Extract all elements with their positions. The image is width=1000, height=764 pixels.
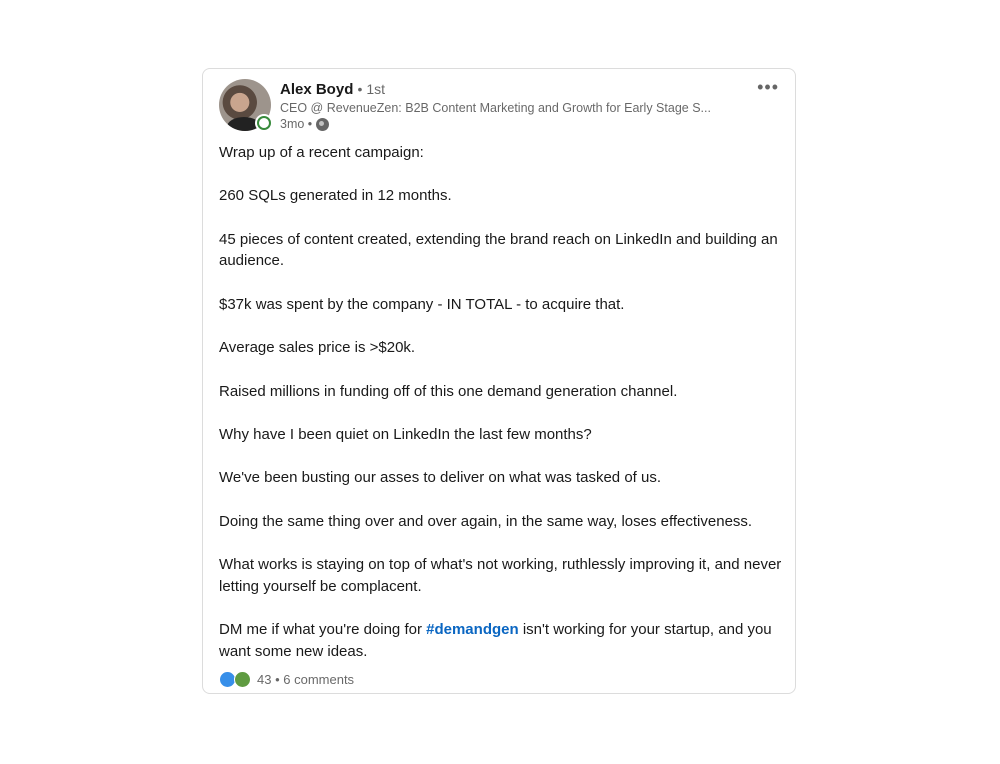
paragraph: Wrap up of a recent campaign: bbox=[219, 144, 424, 161]
connection-degree: • 1st bbox=[357, 81, 385, 97]
text: isn't working for your startup, and you want some new ideas. bbox=[219, 621, 772, 661]
insightful-reaction-icon bbox=[234, 671, 251, 688]
paragraph: $37k was spent by the company - IN TOTAL - to acquire that. bbox=[219, 295, 625, 313]
author-name-text[interactable]: Alex Boyd bbox=[280, 81, 354, 98]
post-body bbox=[219, 142, 789, 684]
social-counts bbox=[219, 671, 354, 688]
paragraph: We've been busting our asses to deliver on what was tasked of us. bbox=[219, 469, 662, 487]
paragraph: 45 pieces of content created, extending the brand reach on LinkedIn and building an audience. bbox=[219, 230, 778, 270]
separator: • bbox=[271, 672, 284, 687]
paragraph-last bbox=[219, 619, 789, 662]
online-status-icon bbox=[257, 116, 271, 130]
more-options-button[interactable]: ••• bbox=[757, 77, 779, 97]
hashtag-link[interactable]: #demandgen bbox=[426, 621, 519, 639]
paragraph: Why have I been quiet on LinkedIn the last few months? bbox=[219, 426, 592, 444]
globe-icon bbox=[316, 118, 329, 131]
post-card bbox=[202, 68, 796, 694]
post-time bbox=[280, 117, 329, 131]
paragraph: Average sales price is >$20k. bbox=[219, 339, 416, 357]
paragraph: Raised millions in funding off of this one demand generation channel. bbox=[219, 382, 678, 400]
comments-count[interactable]: 6 comments bbox=[283, 672, 355, 687]
paragraph: Doing the same thing over and over again, in the same way, loses effectiveness. bbox=[219, 512, 753, 530]
time-text: 3mo • bbox=[280, 117, 313, 131]
author-headline: CEO @ RevenueZen: B2B Content Marketing and Growth for Early Stage S... bbox=[280, 101, 711, 115]
paragraph: What works is staying on top of what's not working, ruthlessly improving it, and never letting yourself be complacent. bbox=[219, 556, 782, 595]
reaction-count[interactable]: 43 bbox=[257, 672, 272, 687]
text: DM me if what you're doing for bbox=[219, 621, 427, 639]
author-name[interactable] bbox=[280, 81, 385, 98]
paragraph: 260 SQLs generated in 12 months. bbox=[219, 187, 452, 205]
